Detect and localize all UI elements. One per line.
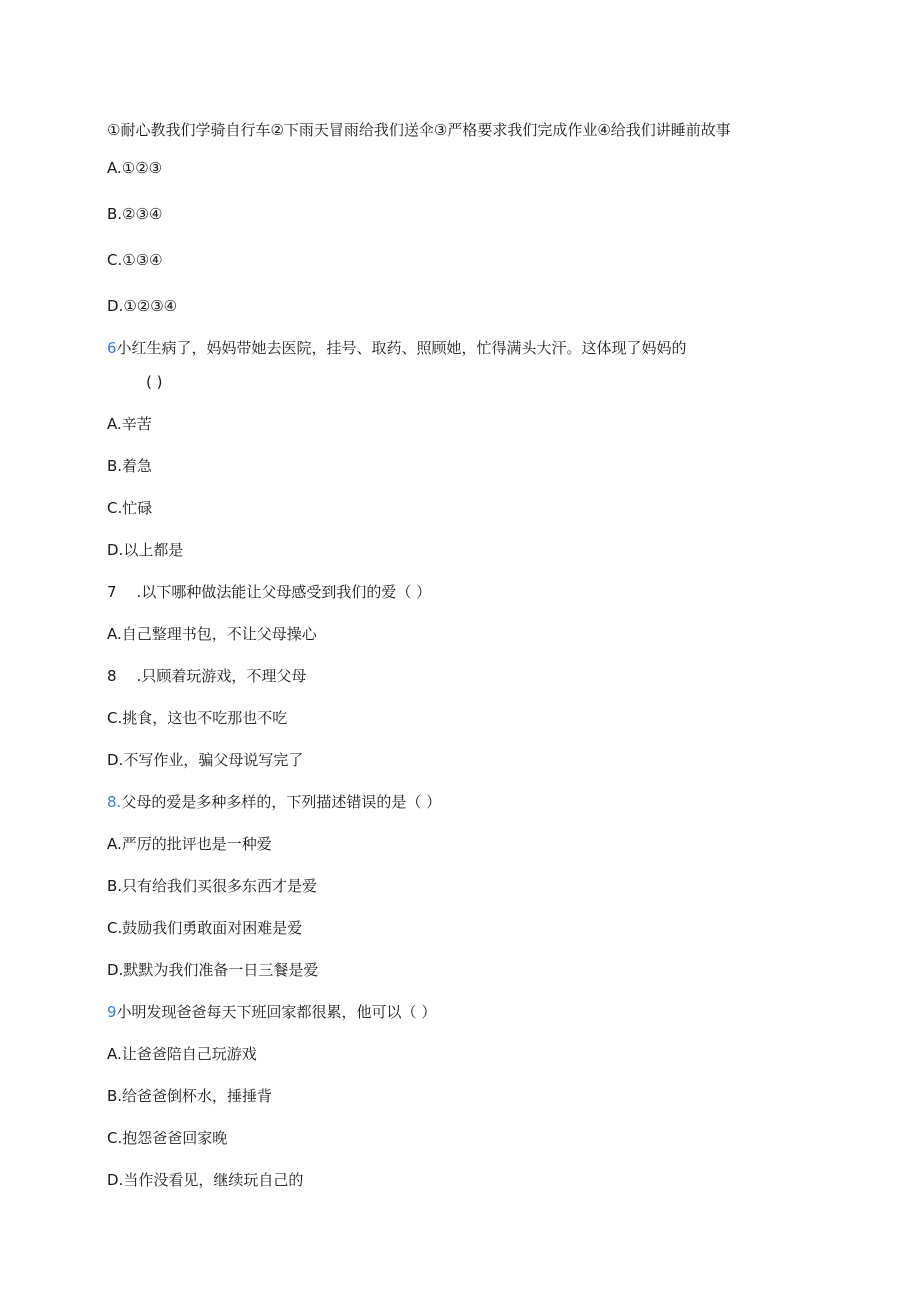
- q6-option-d: D.以上都是: [107, 541, 184, 559]
- q9-option-c: C.抱怨爸爸回家晚: [107, 1129, 228, 1147]
- q8-stem-line: [107, 792, 441, 812]
- q6-stem-line: [107, 338, 687, 358]
- q6-stem: 小红生病了，妈妈带她去医院，挂号、取药、照顾她，忙得满头大汗。这体现了妈妈的: [116, 339, 687, 357]
- q7-stem: .以下哪种做法能让父母感受到我们的爱（ ）: [136, 583, 432, 601]
- q5-option-b: B.②③④: [107, 205, 163, 223]
- q9-option-d: D.当作没看见，继续玩自己的: [107, 1171, 304, 1189]
- q8a-option-c: C.挑食，这也不吃那也不吃: [107, 709, 288, 727]
- q9-option-b: B.给爸爸倒杯水，捶捶背: [107, 1087, 273, 1105]
- q6-blank: ( ): [146, 373, 163, 391]
- q9-number: 9: [107, 1003, 117, 1021]
- q8a-stem-line: [107, 666, 306, 686]
- q8-option-d: D.默默为我们准备一日三餐是爱: [107, 961, 319, 979]
- q5-option-a: A.①②③: [107, 159, 163, 177]
- q8a-number: 8: [107, 667, 117, 685]
- q5-option-c: C.①③④: [107, 251, 163, 269]
- q6-number: 6: [107, 339, 117, 357]
- q6-option-b: B.着急: [107, 457, 153, 475]
- q7-option-a: A.自己整理书包，不让父母操心: [107, 625, 317, 643]
- q5-items-text: ①耐心教我们学骑自行车②下雨天冒雨给我们送伞③严格要求我们完成作业④给我们讲睡前故事: [107, 121, 731, 139]
- q8-option-a: A.严厉的批评也是一种爱: [107, 835, 272, 853]
- q9-stem-line: [107, 1002, 436, 1022]
- q7-number: 7: [107, 583, 117, 601]
- q8a-stem: .只顾着玩游戏，不理父母: [136, 667, 307, 685]
- q6-option-a: A.辛苦: [107, 415, 152, 433]
- q5-option-d: D.①②③④: [107, 297, 178, 315]
- q7-stem-line: [107, 582, 431, 602]
- q9-option-a: A.让爸爸陪自己玩游戏: [107, 1045, 257, 1063]
- q9-stem: 小明发现爸爸每天下班回家都很累，他可以（ ）: [116, 1003, 437, 1021]
- q8-number: 8.: [107, 793, 122, 811]
- q8-stem: 父母的爱是多种多样的，下列描述错误的是（ ）: [121, 793, 442, 811]
- q8-option-c: C.鼓励我们勇敢面对困难是爱: [107, 919, 303, 937]
- q6-option-c: C.忙碌: [107, 499, 153, 517]
- q8-option-b: B.只有给我们买很多东西才是爱: [107, 877, 318, 895]
- q8a-option-d: D.不写作业，骗父母说写完了: [107, 751, 304, 769]
